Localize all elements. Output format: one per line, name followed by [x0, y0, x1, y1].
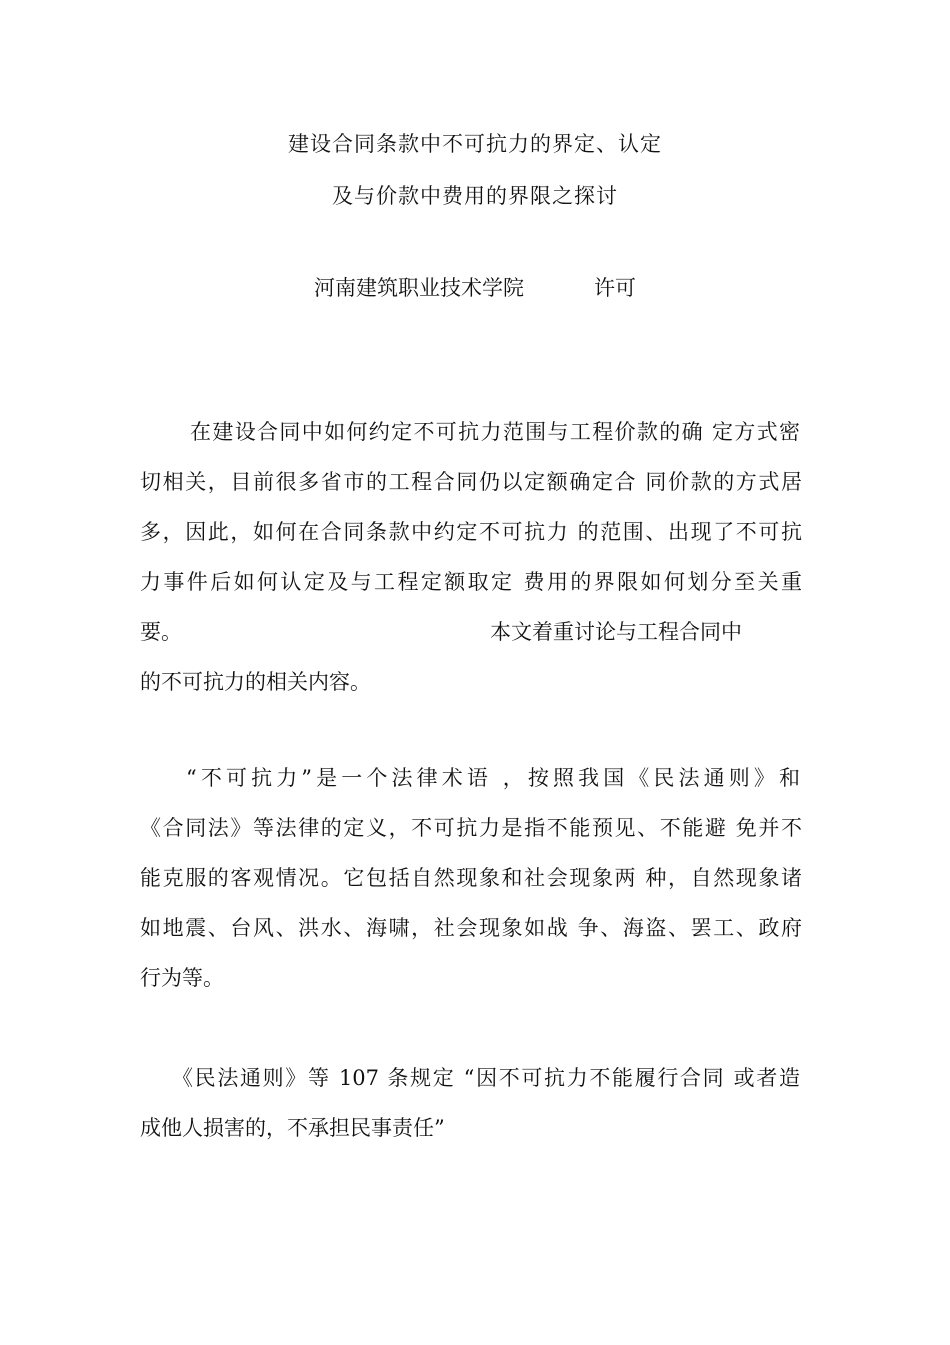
para1-line3: 多，因此，如何在合同条款中约定不可抗力 的范围、出现了不可抗	[140, 520, 802, 544]
para2-line2: 《合同法》等法律的定义，不可抗力是指不能预见、不能避 免并不	[140, 816, 802, 840]
para1-line2: 切相关，目前很多省市的工程合同仍以定额确定合 同价款的方式居	[140, 470, 802, 494]
para3-line2: 成他人损害的，不承担民事责任”	[140, 1116, 445, 1140]
para1-line1: 在建设合同中如何约定不可抗力范围与工程价款的确 定方式密	[190, 420, 800, 444]
para2-line1: “不可抗力”是一个法律术语 ，按照我国《民法通则》和	[186, 766, 800, 790]
title-line-2: 及与价款中费用的界限之探讨	[332, 184, 618, 208]
para2-line4: 如地震、台风、洪水、海啸，社会现象如战 争、海盗、罢工、政府	[140, 916, 802, 940]
title-line-1: 建设合同条款中不可抗力的界定、认定	[288, 132, 662, 156]
para2-line3: 能克服的客观情况。它包括自然现象和社会现象两 种，自然现象诸	[140, 866, 802, 890]
para1-line5b: 本文着重讨论与工程合同中	[490, 620, 742, 644]
author-name: 许可	[594, 276, 636, 300]
para3-line1: 《民法通则》等 107 条规定 “因不可抗力不能履行合同 或者造	[172, 1066, 800, 1090]
para2-line5: 行为等。	[140, 966, 224, 990]
para1-line6: 的不可抗力的相关内容。	[140, 670, 371, 694]
para1-line4: 力事件后如何认定及与工程定额取定 费用的界限如何划分至关重	[140, 570, 802, 594]
para1-line5a: 要。	[140, 620, 182, 644]
author-line	[0, 272, 950, 302]
author-org: 河南建筑职业技术学院	[314, 276, 524, 300]
